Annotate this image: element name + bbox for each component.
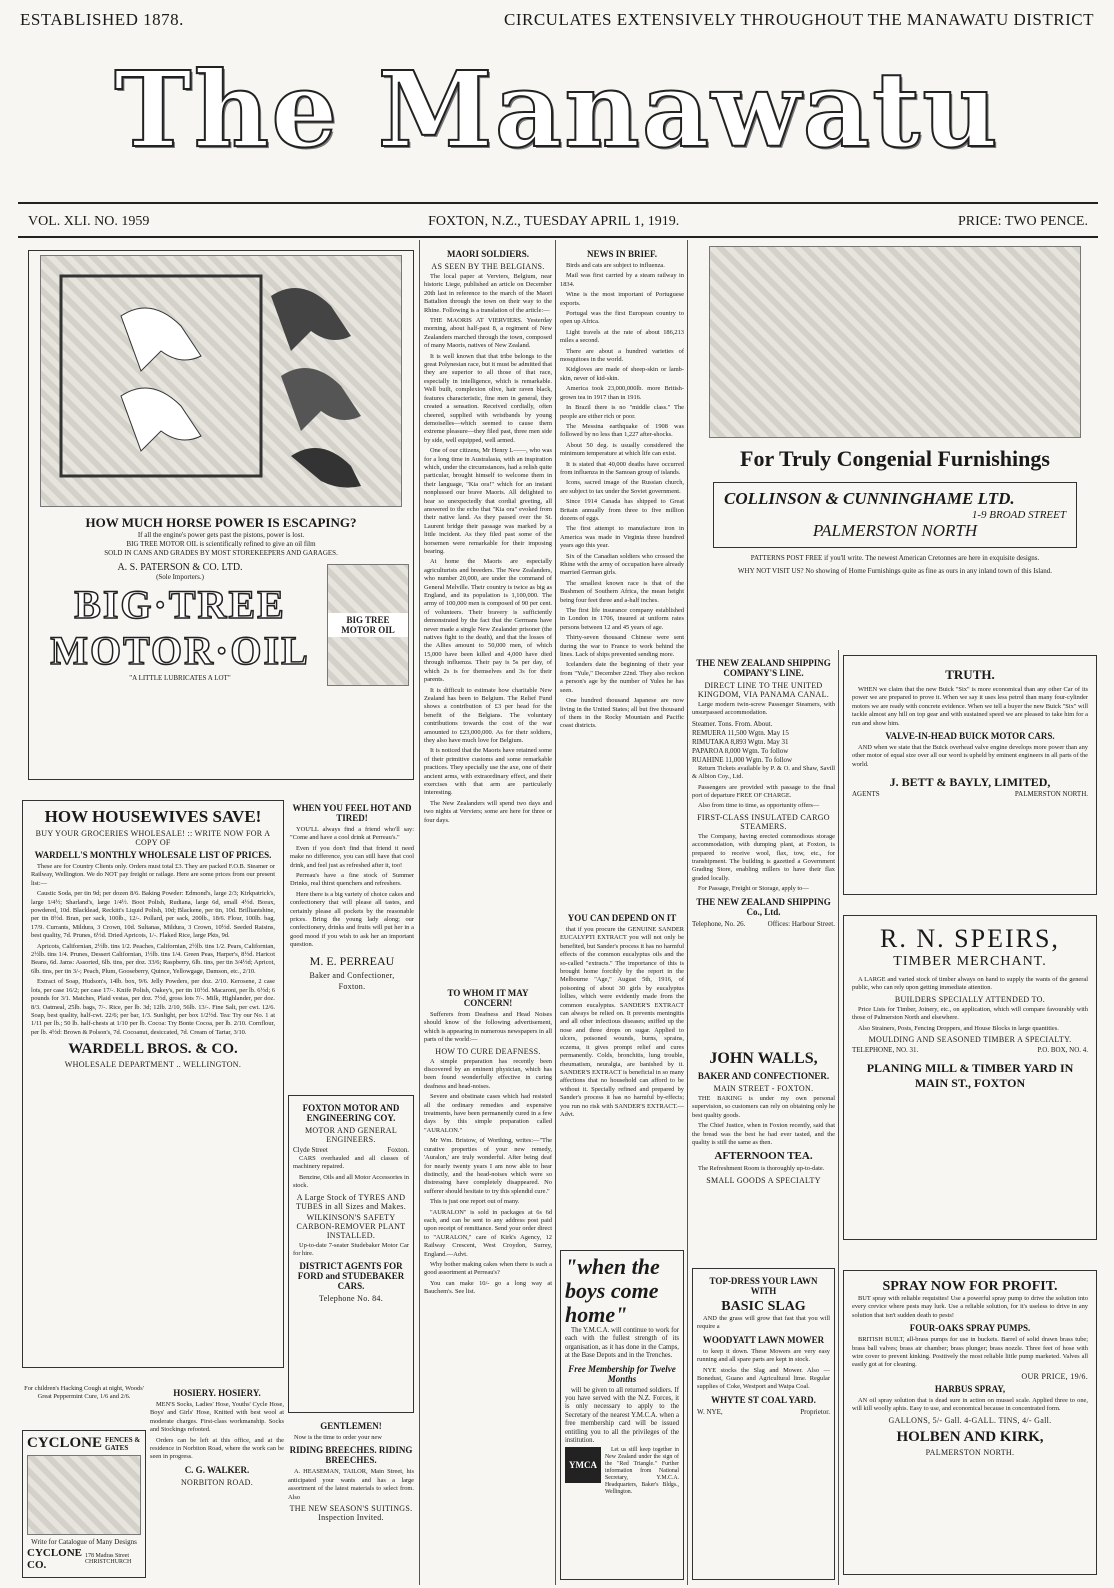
perreau-name: M. E. PERREAU (309, 953, 395, 968)
news-in-brief-column (560, 246, 684, 901)
season-suitings: THE NEW SEASON'S SUITINGS. Inspection Invited. (289, 1504, 413, 1523)
spray-body: BUT spray with reliable requisites! Use a powerful spray pump to drive the solution into every crevice where pests may lurk. Use a reliable solution, for it's useless to drive in any solution that isn't sudden death to pests! (852, 1295, 1088, 1319)
issue-price: PRICE: TWO PENCE. (957, 214, 1088, 229)
hosiery-address: NORBITON ROAD. (180, 1477, 254, 1487)
spray-body: AN oil spray solution that is dead sure in action on mussel scale. Applied three to one, will kill woolly aphis. Easy to use, and economical because in concentrated form. (852, 1396, 1088, 1413)
speirs-name: R. N. SPEIRS, (880, 924, 1060, 953)
concern-subheading: HOW TO CURE DEAFNESS. (435, 1046, 541, 1056)
foxton-motor-body: CARS overhauled and all classes of machinery repaired. (293, 1155, 409, 1171)
news-brief-item: Mail was first carried by a steam railway in 1834. (560, 272, 684, 288)
masthead-title: The Manawatu (114, 48, 1000, 171)
news-brief-item: Portugal was the first European country to open up Africa. (560, 310, 684, 326)
shipping-row: PAPAROA 8,000 Wgtn. To follow (692, 746, 789, 755)
shipping-title: THE NEW ZEALAND SHIPPING COMPANY'S LINE. (696, 658, 831, 678)
speirs-contact (852, 1046, 1088, 1055)
oil-ad-line3: SOLD IN CANS AND GRADES BY MOST STOREKEEPERS AND GARAGES. (104, 549, 338, 557)
riding-breeches: RIDING BREECHES. RIDING BREECHES. (289, 1445, 413, 1466)
shipping-body: Large modern twin-screw Passenger Steamers, with unsurpassed accommodation. (692, 701, 835, 717)
depend-title: YOU CAN DEPEND ON IT (567, 913, 677, 923)
slag-owner-role: Proprietor. (800, 1407, 830, 1416)
oil-brand-line1: BIG·TREE (74, 582, 286, 627)
speirs-box: P.O. BOX, NO. 4. (1037, 1046, 1088, 1055)
housewives-ad (22, 800, 284, 1368)
walls-address: MAIN STREET - FOXTON. (713, 1084, 814, 1093)
ymca-body: The Y.M.C.A. will continue to work for each with the fullest strength of its organisation, as it has done in the Camps, at the Base Depots and in the Trenches. (565, 1327, 679, 1360)
foxton-motor-phone: Telephone No. 84. (318, 1294, 384, 1304)
holben-kirk-city: PALMERSTON NORTH. (925, 1447, 1015, 1457)
maori-subtitle: AS SEEN BY THE BELGIANS. (431, 262, 545, 271)
housewives-prices: Caustic Soda, per tin 9d; per dozen 8/6. Baking Powder: Edmond's, large 2/3; Kirkpatrick's, large 1/4½; Sharland's, large 1/4½. Boot Polish, Rudiana, large 6d, small 4½d. Borax, powdered, 10d. Blacklead, Reckitt's Liquid Polish, 10d; Blackene, per tin, 10d. Brilliantshine, per tin 8½d. Bran, per sack, 100lb., 12/-. Pollard, per sack, 200lb., 18/6. Flour, 100lb. bag, 17/9. Currants, Mildura, 3 Crown, 10d. Sultanas, Mildura, 3 Crown, 10½d. Seeded Raisins, best quality, 7d. Prunes, 6½d. Dried Apricots, 1/-. Flaked Rice, large Pkts, 9d. (31, 890, 275, 940)
speirs-mill: PLANING MILL & TIMBER YARD IN MAIN ST., FOXTON (866, 1061, 1074, 1091)
cyclone-product: FENCES & GATES (105, 1435, 141, 1452)
cyclone-brand: CYCLONE (27, 1435, 103, 1451)
concern-paragraph: Severe and obstinate cases which had resisted all the ordinary remedies and expensive treatments, have been permanently cured in a few days by this simple preparation called "AURALON." (424, 1093, 552, 1134)
basic-slag-ad (692, 1268, 835, 1580)
perreau-place: Foxton. (338, 981, 366, 991)
foxton-motor-ad (288, 1095, 414, 1413)
truth-body: AND when we state that the Buick overhead valve engine develops more power than any other motor of equal size over all our word is upheld by eminent engineers in all parts of the world. (852, 744, 1088, 768)
truth-body: WHEN we claim that the new Buick "Six" is more economical than any other Car of its power we are prepared to prove it. When we say it uses less petrol than many four-cylinder motors we are ready with concrete evidence. When we tell a buyer the new Buick "Six" will tackle almost any hill on top gear and with sustained speed we are pleased to take him for a run and show him. (852, 686, 1088, 727)
column-divider (419, 240, 420, 1585)
collinson-address: 1-9 BROAD STREET (971, 509, 1066, 521)
auralon-article (424, 985, 552, 1580)
hosiery-ad (150, 1385, 284, 1580)
spray-price: OUR PRICE, 19/6. (1021, 1371, 1088, 1381)
spray-body: BRITISH BUILT, all-brass pumps for use in buckets. Barrel of solid drawn brass tube; brass ball valves; brass air chamber; brass plunger; brass nozzle. Three feet of hose with wire cover to prevent kinking. Positively the most reliable little pump marketed. Valves all easily got at for cleaning. (852, 1336, 1088, 1369)
news-brief-item: The smallest known race is that of the Bushmen of Southern Africa, the mean height being four feet three and a-half inches. (560, 579, 684, 604)
slag-body: AND the grass will grow that fast that you will require a (697, 1315, 830, 1331)
slag-title-1: TOP-DRESS YOUR LAWN WITH (709, 1276, 818, 1296)
masthead-rule-top (18, 202, 1098, 204)
slag-coal-yard: WHYTE ST COAL YARD. (711, 1394, 816, 1405)
shipping-body: Passengers are provided with passage to the final port of departure FREE OF CHARGE. (692, 783, 835, 800)
cyclone-company: CYCLONE CO. (27, 1547, 83, 1571)
walls-body: The Chief Justice, when in Foxton recently, said that the bread was the best he had ever tasted, and the quality is still the same as then. (692, 1122, 835, 1147)
slag-owner-name: W. NYE, (697, 1407, 723, 1416)
circulation-line: CIRCULATES EXTENSIVELY THROUGHOUT THE MANAWATU DISTRICT (504, 10, 1094, 29)
housewives-title: HOW HOUSEWIVES SAVE! (44, 807, 262, 826)
walls-body: The Refreshment Room is thoroughly up-to-date. (698, 1165, 825, 1173)
maori-paragraph: At home the Maoris are especially agriculturists and breeders. The New Zealanders, who number 20,000, are under the command of General Melville. Their country is twice as big as England, and its population is 1,100,000. The army of 100,000 men is composed of 90 per cent. of volunteers. Their bravery is sufficiently demonstrated by the fact that the Germans have never made a single New Zealander prisoner (the natives fight to the death), and that the losses of the Allies amount to 50,000 men, of which 15,000 have been killed and 4,000 have died through influenza. Their pay is 5s per day, of which 2s is for themselves and 3s for their parents. (424, 558, 552, 684)
shipping-body: The Company, having erected commodious storage accommodation, with dumping plant, at Foxton, is prepared to receive wool, flax, tow, etc., for transhipment. The building is gazetted a Government Grading Store, enabling millers to have their flax graded locally. (692, 832, 835, 882)
truth-subheading: VALVE-IN-HEAD BUICK MOTOR CARS. (885, 731, 1055, 742)
news-brief-item: America took 23,000,000lb. more British-grown tea in 1917 than in 1916. (560, 385, 684, 401)
foxton-motor-street: Clyde Street (293, 1146, 328, 1154)
shipping-table-header: Steamer. Tons. From. About. (692, 719, 773, 728)
wardell-dept: WHOLESALE DEPARTMENT .. WELLINGTON. (64, 1060, 242, 1070)
oil-ad-headline: HOW MUCH HORSE POWER IS ESCAPING? (85, 515, 357, 530)
wardell-firm: WARDELL BROS. & CO. (68, 1041, 238, 1058)
foxton-motor-sub: MOTOR AND GENERAL ENGINEERS. (304, 1126, 398, 1144)
slag-body: to keep it down. These Mowers are very easy running and all spare parts are kept in stock. (697, 1347, 830, 1364)
volume-number: VOL. XLI. NO. 1959 (28, 214, 150, 229)
hosiery-name: C. G. WALKER. (184, 1464, 250, 1475)
dateline-bar (28, 214, 1088, 230)
collinson-firm: COLLINSON & CUNNINGHAME LTD. (724, 489, 1015, 508)
ymca-headline-1: "when the (565, 1254, 660, 1279)
oil-can-illustration (327, 564, 409, 686)
shipping-body: For Passage, Freight or Storage, apply to— (698, 885, 809, 893)
news-brief-item: Kidgloves are made of sheep-skin or lamb-skin, never of kid-skin. (560, 366, 684, 382)
maori-paragraph: One of our citizens, Mr Henry L——, who was for a long time in Australasia, with an inspiration which, under the circumstances, had a relish quite particular, brought himself to welcome them in their language, "Kia ora!" which for an instant nonplussed our brave Maoris. All delighted to hear so unexpectedly that cordial greeting, all answered to the echo that "Kia ora" evoked from their native land. As they passed over the St. Laurent bridge their passage was marked by a little incident. As they filed past some of the horsemen were remarkable for their imposing bearing. (424, 447, 552, 555)
foxton-motor-address (293, 1146, 409, 1155)
foxton-motor-agents: DISTRICT AGENTS FOR FORD and STUDEBAKER CARS. (297, 1261, 405, 1292)
big-tree-oil-ad (28, 250, 414, 780)
ymca-further-info: Let us still keep together in New Zealand under the sign of the "Red Triangle." Further information from National Secretary, Y.M.C.A. Headquarters, Baker's Bldgs., Wellington. (605, 1447, 679, 1496)
ymca-headline-3: home" (565, 1302, 628, 1327)
shipping-row: REMUERA 11,500 Wgtn. May 15 (692, 728, 789, 737)
shipping-firm: THE NEW ZEALAND SHIPPING Co., Ltd. (696, 896, 831, 917)
housewives-prices: Apricots, Californian, 2½lb. tins 1/2. Peaches, Californian, 2½lb. tins 1/2. Pears, Californian, 2½lb. tins 1/4. Prunes, Dessert Californian, 1½lb. tins 1/4. Green Peas, Harper's, 8½d. Haricot Beans, 6d. Jams: Assorted, 6lb. tins, per doz. 33/6; Raspberry, 6lb. tins, per tin 3/4½d; Apricot, 6lb. tins, per tin 3/-; Peach, Plum, Gooseberry, Quince, Yellowgage, Damson, etc., 2/10. (31, 942, 276, 975)
ymca-body: will be given to all returned soldiers. If you have served with the N.Z. Forces, it is only necessary to apply to the Secretary of the nearest Y.M.C.A. when a free membership card will be issued entitling you to all the privileges of the institution. (565, 1386, 679, 1445)
concern-paragraph: This is just one report out of many. (430, 1198, 520, 1206)
slag-proprietor (697, 1408, 830, 1417)
shipping-body: Also from time to time, as opportunity offers— (698, 802, 820, 810)
holben-kirk-firm: HOLBEN AND KIRK, (896, 1428, 1044, 1445)
shipping-body: Return Tickets available by P. & O. and Shaw, Savill & Albion Coy., Ltd. (692, 764, 835, 781)
ymca-headline-2: boys come (565, 1278, 659, 1303)
bauchem-notice: You can make 10/- go a long way at Bauchem's. See list. (424, 1279, 552, 1296)
hosiery-body: MEN'S Socks, Ladies' Hose, Youths' Cycle Hose, Boys' and Girls' Hose, Knitted with best wool at moderate charges. First-class workmanship. Socks and Stockings refooted. (150, 1401, 284, 1434)
foxton-motor-plant: WILKINSON'S SAFETY CARBON-REMOVER PLANT INSTALLED. (296, 1212, 406, 1240)
perreau-body: Perreau's have a fine stock of Summer Drinks, real thirst quenchers and refreshers. (290, 872, 414, 888)
maori-paragraph: It is difficult to estimate how charitable New Zealand has been to Belgium. The Relief Fund shows a contribution of £3 per head for the benefit of the Belgians. The voluntary contributions towards the cost of the war amounted to £23,000,000. As for their soldiers, they also have much love for Belgium. (424, 686, 552, 744)
depend-body: that if you procure the GENUINE SANDER EUCALYPTI EXTRACT you will not only be benefited, but Sander's process it has no harmful effects of the common eucalyptus oils and the so-called "extracts." The importance of this is brought home forcibly by the report in the Melbourne "Age," August 5th, 1916, of poisoning of about 30 girls by eucalyptus lollies, which were evidently made from the common eucalyptus. SANDER'S EXTRACT can always be relied on. It prevents meningitis and all other infectious diseases; sniffed up the nose and three drops on sugar. Applied to ulcers, poisoned wounds, burns, sprains, eczema, it gives prompt relief and cures permanently. Colds, bronchitis, lung trouble, rheumatism, neuralgia, are banished by it. SANDER'S EXTRACT is beneficial in so many affections that no household can afford to be without it. Specially refined and prepared by Sander's process it has no harmful by-effects; you run no risk with SANDER'S EXTRACT.—Advt. (560, 926, 684, 1118)
news-brief-item: Six of the Canadian soldiers who crossed the Rhine with the army of occupation have already married German girls. (560, 552, 684, 577)
shipping-row: RUAHINE 11,000 Wgtn. To follow (692, 755, 793, 764)
speirs-timber-ad (843, 915, 1097, 1240)
spray-gallons: GALLONS, 5/- Gall. 4-GALL. TINS, 4/- Gall. (888, 1415, 1052, 1425)
holben-kirk-spray-ad (843, 1270, 1097, 1575)
news-brief-list (560, 262, 684, 731)
speirs-trade: TIMBER MERCHANT. (893, 954, 1047, 969)
maori-title: MAORI SOLDIERS. (446, 249, 529, 259)
ymca-triangle-logo: YMCA (565, 1447, 601, 1483)
shipping-cargo: FIRST-CLASS INSULATED CARGO STEAMERS. (697, 812, 830, 831)
bett-bayly-city: PALMERSTON NORTH. (1014, 790, 1088, 799)
window-curtains-illustration (709, 246, 1081, 438)
perreau-body: Here there is a big variety of choice cakes and confectionery that will please all tastes, and certainly please all pockets by the reasonable prices. Bring the young lady along; our confectionery, drinks and fruits will put her in a good mood if you wish to ask her an important question. (290, 890, 414, 949)
maori-paragraph: It is noticed that the Maoris have retained some of their primitive customs and some remarkable practices. They specially use the axe, one of their ancient arms, with extraordinary effect, and their exercises with that arm are particularly interesting. (424, 747, 552, 797)
housewives-list-title: WARDELL'S MONTHLY WHOLESALE LIST OF PRICES. (34, 850, 272, 860)
walls-trade: BAKER AND CONFECTIONER. (697, 1071, 830, 1081)
gentlemen-body: A. HEASEMAN, TAILOR, Main Street, his anticipated your wants and has a large assortment of the latest materials to select from. Also (288, 1468, 414, 1501)
maori-paragraph: THE MAORIS AT VIERVIERS. Yesterday morning, about half-past 8, a regiment of New Zealanders marched through the town, composed of many Maoris, natives of New Zealand. (424, 317, 552, 350)
shipping-row: RIMUTAKA 8,893 Wgtn. May 31 (692, 737, 789, 746)
ymca-ad (560, 1250, 684, 1580)
spray-pumps: FOUR-OAKS SPRAY PUMPS. (909, 1323, 1031, 1334)
concern-paragraph: A simple preparation has recently been discovered by an eminent physician, which has been found wonderfully effective in curing deafness and head-noises. (424, 1057, 552, 1090)
speirs-moulding: MOULDING AND SEASONED TIMBER A SPECIALTY. (868, 1035, 1072, 1045)
news-brief-item: There are about a hundred varieties of mosquitoes in the world. (560, 347, 684, 364)
perreau-title: WHEN YOU FEEL HOT AND TIRED! (292, 803, 412, 823)
foxton-motor-title: FOXTON MOTOR AND ENGINEERING COY. (302, 1103, 400, 1123)
collinson-city: PALMERSTON NORTH (812, 521, 978, 540)
shipping-offices: Offices: Harbour Street. (767, 919, 835, 928)
oil-ad-line2: BIG TREE MOTOR OIL is scientifically refined to give an oil film (126, 540, 316, 548)
concern-paragraph: Mr Wm. Bristow, of Worthing, writes:—"The curative properties of your new remedy, 'Auralon,' are truly wonderful. After being deaf for nearly twenty years I am now able to hear distinctly, and the head-noises which were so distressing have completely disappeared. No sufferer should hesitate to try this splendid cure." (424, 1137, 552, 1195)
perreau-body: Even if you don't find that friend it need make no difference, you can still have that cool drink, and feel just as refreshed after it, too! (290, 844, 414, 869)
column-divider (838, 650, 839, 1585)
fence-gate-illustration (27, 1455, 141, 1535)
foxton-motor-body: Benzine, Oils and all Motor Accessories in stock. (293, 1173, 409, 1190)
news-brief-item: Icelanders date the beginning of their year from "Yule," December 22nd. They also reckon a person's age by the number of Yules he has seen. (560, 661, 684, 694)
concern-title: TO WHOM IT MAY CONCERN! (447, 988, 529, 1008)
sander-extract-article (560, 910, 684, 1240)
issue-date: FOXTON, N.Z., TUESDAY APRIL 1, 1919. (428, 214, 680, 229)
slag-body: NYE stocks the Slag and Mower. Also — Bonedust, Guano and Agricultural lime. Regular supplies of Coke, Westport and Waipa Coal. (697, 1366, 830, 1391)
maori-paragraph: The local paper at Verviers, Belgium, near historic Liege, published an article on December 20th last in reference to the march of the Maori Battalion through the town on their way to the Rhine. Following is a translation of the article:— (424, 273, 552, 314)
gentlemen-title: GENTLEMEN! (320, 1421, 382, 1431)
cough-cure-notice: For children's Hacking Cough at night, Woods' Great Peppermint Cure, 1/6 and 2/6. (24, 1385, 144, 1401)
heaseman-tailor-ad (288, 1418, 414, 1580)
speirs-body: Price Lists for Timber, Joinery, etc., on application, which will compare favourably with those of Palmerston North and elsewhere. (852, 1005, 1088, 1022)
news-brief-item: The Messina earthquake of 1908 was followed by no less than 1,227 after-shocks. (560, 422, 684, 439)
news-brief-item: Since 1914 Canada has shipped to Great Britain annually from three to five million dozens of eggs. (560, 498, 684, 522)
horses-engine-illustration (40, 255, 402, 507)
oil-ad-company: A. S. PATERSON & CO. LTD. (117, 562, 243, 573)
collinson-box (713, 482, 1077, 548)
buick-truth-ad (843, 655, 1097, 895)
maori-paragraph: The New Zealanders will spend two days and two nights at Verviers; some are here for three or four days. (424, 799, 552, 824)
perreau-body: YOU'LL always find a friend who'll say: "Come and have a cool drink at Perreau's." (290, 826, 414, 842)
perreau-cakes-notice: Why bother making cakes when there is such a good assortment at Perreau's? (424, 1260, 552, 1277)
walls-body: THE BAKING is under my own personal supervision, so customers can rely on obtaining only he best quality goods. (692, 1095, 835, 1119)
speirs-body: Also Strainers, Posts, Fencing Droppers, and House Blocks in large quantities. (858, 1024, 1059, 1032)
slag-title-2: BASIC SLAG (721, 1299, 806, 1314)
bett-bayly-location (852, 790, 1088, 799)
speirs-phone: TELEPHONE, NO. 31. (852, 1046, 919, 1055)
column-divider (555, 240, 556, 1585)
news-brief-item: In Brazil there is no "middle class." The people are either rich or poor. (560, 404, 684, 420)
column-divider (687, 240, 688, 1585)
furnishings-ad (693, 246, 1097, 641)
slag-mower: WOODYATT LAWN MOWER (702, 1334, 825, 1345)
nz-shipping-ad (692, 655, 835, 1045)
bett-bayly-firm: J. BETT & BAYLY, LIMITED, (889, 775, 1051, 790)
news-brief-item: Light travels at the rate of about 186,213 miles a second. (560, 328, 684, 345)
perreau-ad (290, 800, 414, 1085)
hosiery-title: HOSIERY. HOSIERY. (173, 1388, 261, 1398)
bett-bayly-agents: AGENTS (852, 790, 880, 799)
concern-paragraph: Sufferers from Deafness and Head Noises should know of the following advertisement, which is appearing in numerous newspapers in all parts of the world:— (424, 1011, 552, 1044)
furnishings-title: For Truly Congenial Furnishings (740, 446, 1050, 471)
truth-title: TRUTH. (945, 667, 995, 682)
concern-paragraph: "AURALON" is sold in packages at 6s 6d each, and can be sent to any address post paid upon receipt of remittance. Send your order direct to "AURALON," care of Kirk's Agency, 12 Railway Crescent, West Croydon, Surrey, England.—Advt. (424, 1208, 552, 1258)
masthead-rule-bottom (18, 236, 1098, 238)
housewives-intro: BUY YOUR GROCERIES WHOLESALE! :: WRITE NOW FOR A COPY OF (35, 829, 271, 847)
ymca-membership: Free Membership for Twelve Months (568, 1363, 676, 1384)
established-line: ESTABLISHED 1878. (20, 10, 184, 29)
news-brief-item: About 50 deg. is usually considered the minimum temperature at which life can exist. (560, 441, 684, 458)
shipping-phone: Telephone, No. 26. (692, 919, 746, 928)
news-brief-item: One hundred thousand Japanese are now living in the United States; all but five thousand of them in the Rocky Mountain and Pacific coast districts. (560, 697, 684, 730)
foxton-motor-town: Foxton. (387, 1146, 409, 1154)
housewives-prices: Extract of Soap, Hudson's, 14lb. box, 9/6. Jelly Powders, per doz. 2/10. Kerosene, 2 case lots, per case 16/2; per case 17/-. Knife Polish, Oakey's, per tin 10½d. Macaroni, per lb. 6½d; 6 pounds for 3/1. Matches, Plaid vestas, per doz. 7½d, gross lots 7/-. Milk, Highlander, per doz. 8/3. Oatmeal, 25lb. bags, 7/-. Rice, per lb. 3d; 12lb. 2/10, 56lb. 13/-. Fine Salt, per cwt. 12/6. Soap, best quality, half-cwt. 22/6; per bar, 1/3. Sunlight, per box 1/2½d. Tea: Try our No. 1 at 1/11 per lb.; 50 lb. half-chests at 1/10 per lb. Cocoa: Try Bonte Cocoa, per lb. 2/10. Cornflour, per lb. 4½d: Brown & Polson's, 7d. Cocoanut, desiccated, 7d. Cream of Tartar, 3/10. (31, 978, 275, 1036)
news-brief-item: Birds and cats are subject to influenza. (566, 262, 665, 269)
news-brief-item: Wine is the most important of Portuguese exports. (560, 291, 684, 307)
perreau-trade: Baker and Confectioner, (309, 970, 395, 980)
oil-ad-importers: (Sole Importers.) (156, 573, 204, 581)
harbus-spray: HARBUS SPRAY, (934, 1383, 1006, 1394)
gentlemen-body: Now is the time to order your new (294, 1434, 382, 1441)
speirs-body: A LARGE and varied stock of timber always on hand to supply the wants of the general public, who can rely upon getting immediate attention. (852, 976, 1088, 992)
news-brief-item: The first life insurance company established in London in 1706, insured at uniform rates persons between 12 and 45 years of age. (560, 607, 684, 631)
galloping-horses-icon (41, 256, 401, 506)
walls-afternoon-tea: AFTERNOON TEA. (714, 1150, 813, 1163)
hosiery-orders: Orders can be left at this office, and at the residence in Norbiton Road, where the work can be seen in progress. (150, 1436, 284, 1461)
shipping-schedule (692, 729, 835, 765)
news-brief-item: It is stated that 40,000 deaths have occurred from influenza in the Samoan group of islands. (560, 460, 684, 476)
news-brief-item: Thirty-seven thousand Chinese were sent during the war to France to work behind the lines. Lack of ships prevented sending more. (560, 634, 684, 659)
foxton-motor-car-hire: Up-to-date 7-seater Studebaker Motor Car for hire. (293, 1241, 409, 1258)
spray-title: SPRAY NOW FOR PROFIT. (882, 1279, 1058, 1294)
news-brief-item: The first attempt to manufacture iron in America was made in Virginia three hundred years ago this year. (560, 525, 684, 550)
news-brief-item: Icons, sacred image of the Russian church, are subject to tax under the Soviet government. (560, 479, 684, 495)
furnishings-visit: WHY NOT VISIT US? No showing of Home Furnishings quite as fine as ours in any inland town of this Island. (737, 567, 1053, 575)
maori-paragraph: It is well known that that tribe belongs to the great Polynesian race, but it must be admitted that they are superior to all those of that race, especially in intelligence, which is remarkable. Well built, complexion olive, hair raven black, features characteristic, fine men in general, they created a sensation. Received cordially, often cheered, supplied with wristbands by young demoiselles—which seemed to cause them extreme pleasure—they filed past, three men side by side, well equipped, well armed. (424, 352, 552, 444)
oil-brand-line2: MOTOR·OIL (50, 628, 310, 673)
news-brief-title: NEWS IN BRIEF. (587, 249, 657, 259)
oil-slogan: "A LITTLE LUBRICATES A LOT" (129, 674, 231, 682)
shipping-route: DIRECT LINE TO THE UNITED KINGDOM, VIA PANAMA CANAL. (697, 681, 830, 699)
walls-small-goods: SMALL GOODS A SPECIALTY (706, 1175, 821, 1185)
cyclone-address: 178 Madras Street CHRISTCHURCH (85, 1553, 132, 1565)
speirs-builders: BUILDERS SPECIALLY ATTENDED TO. (894, 994, 1046, 1004)
cyclone-catalogue: Write for Catalogue of Many Designs (31, 1538, 137, 1546)
oil-can-label: BIG TREE MOTOR OIL (328, 613, 408, 637)
walls-name: JOHN WALLS, (709, 1050, 818, 1067)
john-walls-ad (692, 1050, 835, 1260)
furnishings-patterns: PATTERNS POST FREE if you'll write. The newest American Cretonnes are here in exquisite designs. (750, 554, 1040, 562)
oil-ad-line1: If all the engine's power gets past the pistons, power is lost. (137, 531, 305, 539)
housewives-body: These are for Country Clients only. Orders must total £3. They are packed F.O.B. Steamer or Railway, Wellington. We do NOT pay freight or railage. Here are some prices from our present list:— (31, 863, 275, 887)
shipping-contact (692, 920, 835, 929)
cyclone-ad (22, 1430, 146, 1578)
foxton-motor-stock: A Large Stock of TYRES AND TUBES in all Sizes and Makes. (295, 1192, 407, 1211)
maori-soldiers-article (424, 246, 552, 976)
